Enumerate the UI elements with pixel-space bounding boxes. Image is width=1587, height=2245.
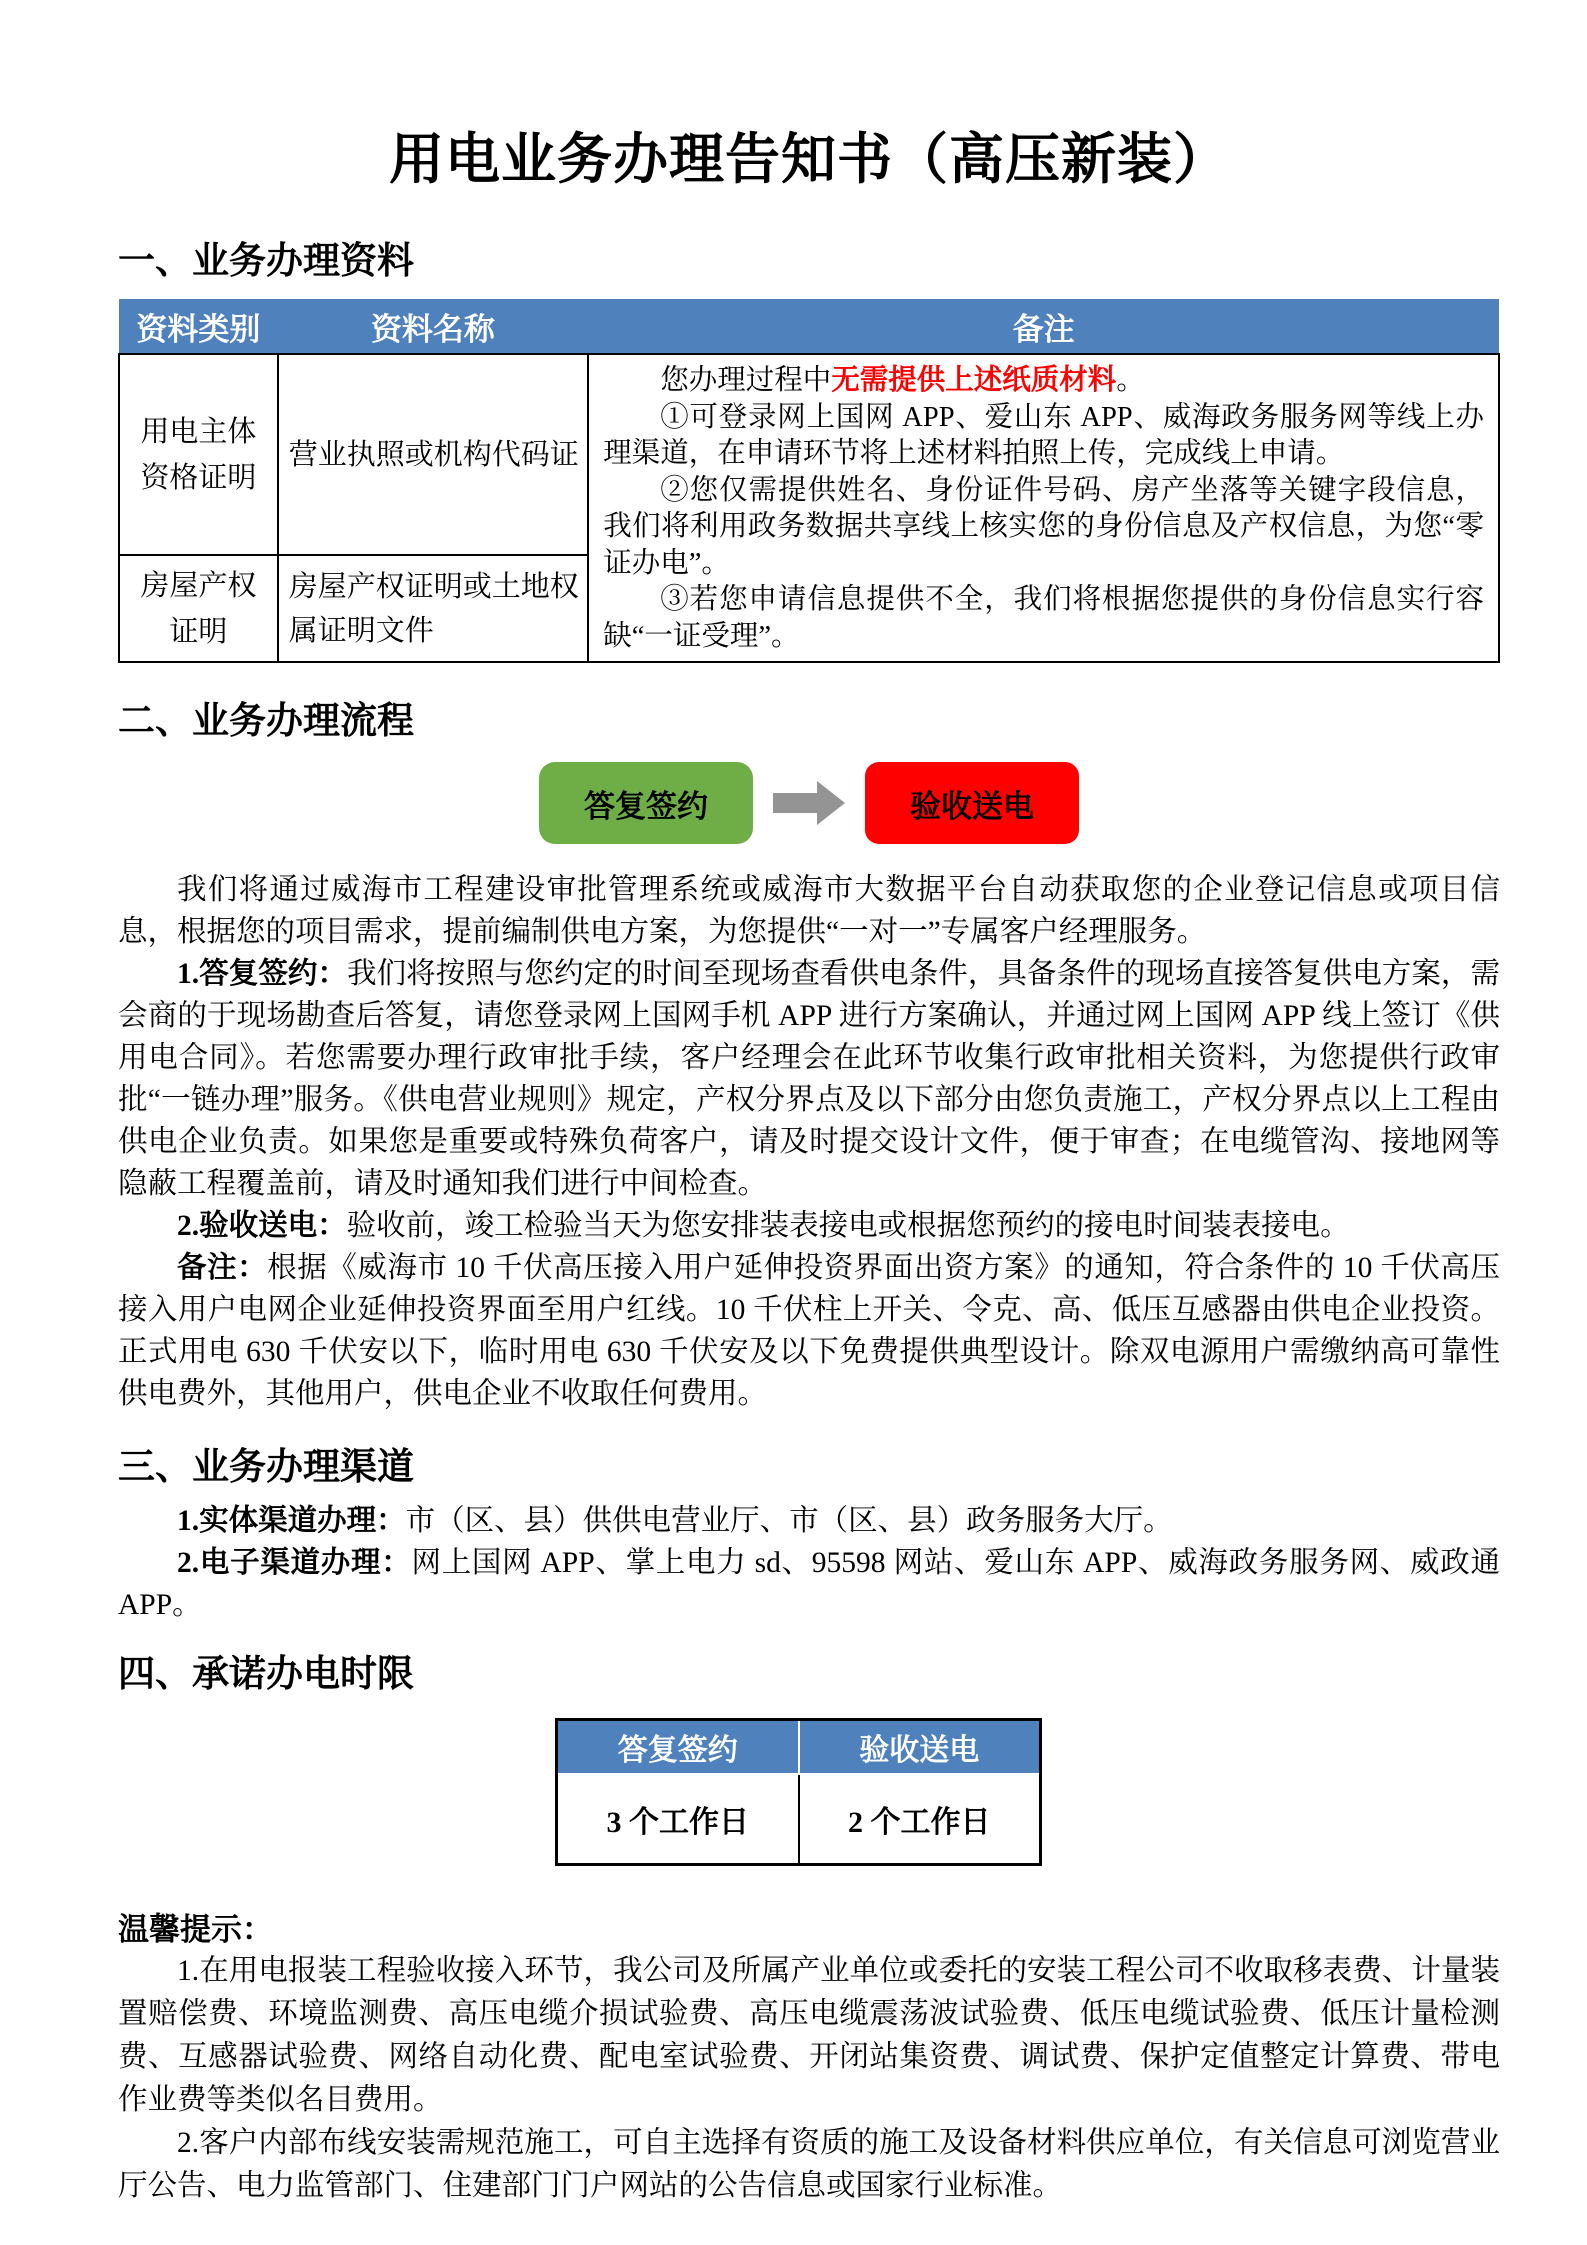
tips-item-1: 1.在用电报装工程验收接入环节，我公司及所属产业单位或委托的安装工程公司不收取移表费、计量装置赔偿费、环境监测费、高压电缆介损试验费、高压电缆震荡波试验费、低压电缆试验费、低压计量检测费、互感器试验费、网络自动化费、配电室试验费、开闭站集资费、调试费、保护定值整定计算费、带电作业费等类似名目费用。 [118, 1955, 1500, 2117]
materials-table [118, 299, 1500, 663]
channels-list [118, 1500, 1500, 1626]
section4-heading: 四、承诺办电时限 [118, 1653, 414, 1695]
time-limit-value-acceptance: 2 个工作日 [799, 1774, 1041, 1865]
table-row [119, 354, 1499, 555]
section2-heading: 二、业务办理流程 [118, 701, 414, 742]
remark-paragraph-3: ②您仅需提供姓名、身份证件号码、房产坐落等关键字段信息，我们将利用政务数据共享线上核实您的身份信息及产权信息，为您“零证办电”。 [603, 474, 1484, 579]
cell-name-2: 房屋产权证明或土地权属证明文件 [278, 555, 589, 662]
process-paragraph-reply-sign: 1.答复签约：我们将按照与您约定的时间至现场查看供电条件，具备条件的现场直接答复供电方案，需会商的于现场勘查后答复，请您登录网上国网手机 APP 进行方案确认，并通过网上国网 APP 线上签订《供用电合同》。若您需要办理行政审批手续，客户经理会在此环节收集行政审批相关资料，为您提供行政审批“一链办理”服务。《供电营业规则》规定，产权分界点及以下部分由您负责施工，产权分界点以上工程由供电企业负责。如果您是重要或特殊负荷客户，请及时提交设计文件，便于审查；在电缆管沟、接地网等隐蔽工程覆盖前，请及时通知我们进行中间检查。 [118, 958, 1500, 1201]
materials-header-category: 资料类别 [119, 299, 278, 354]
section1-heading: 一、业务办理资料 [118, 240, 414, 282]
process-paragraph-note: 备注：根据《威海市 10 千伏高压接入用户延伸投资界面出资方案》的通知，符合条件的 10 千伏高压接入用户电网企业延伸投资界面至用户红线。10 千伏柱上开关、令克、高、低压互感器由供电企业投资。正式用电 630 千伏安以下，临时用电 630 千伏安及以下免费提供典型设计。除双电源用户需缴纳高可靠性供电费外，其他用户，供电企业不收取任何费用。 [118, 1252, 1500, 1411]
time-limit-value-reply: 3 个工作日 [557, 1774, 799, 1865]
flow-arrow-icon [773, 781, 845, 825]
materials-header-remark: 备注 [588, 299, 1499, 354]
remark-paragraph-4: ③若您申请信息提供不全，我们将根据您提供的身份信息实行容缺“一证受理”。 [603, 584, 1484, 652]
time-limit-header-row [557, 1719, 1041, 1774]
time-limit-value-row [557, 1774, 1041, 1865]
time-limit-table [555, 1718, 1042, 1866]
materials-table-header-row [119, 299, 1499, 354]
cell-category-2: 房屋产权证明 [119, 555, 278, 662]
materials-header-name: 资料名称 [278, 299, 589, 354]
cell-remark [588, 354, 1499, 662]
process-paragraph-intro: 我们将通过威海市工程建设审批管理系统或威海市大数据平台自动获取您的企业登记信息或项目信息，根据您的项目需求，提前编制供电方案，为您提供“一对一”专属客户经理服务。 [118, 874, 1500, 949]
cell-name-1: 营业执照或机构代码证 [278, 354, 589, 555]
remark-red-highlight: 无需提供上述纸质材料 [831, 365, 1117, 396]
section3-heading: 三、业务办理渠道 [118, 1447, 414, 1489]
channel-item-physical: 1.实体渠道办理：市（区、县）供供电营业厅、市（区、县）政务服务大厅。 [177, 1504, 1173, 1537]
document-content [118, 0, 1500, 2208]
channel-item-electronic: 2.电子渠道办理：网上国网 APP、掌上电力 sd、95598 网站、爱山东 APP、威海政务服务网、威政通 APP。 [118, 1546, 1500, 1621]
tips-heading: 温馨提示： [118, 1911, 273, 1947]
remark-paragraph-2: ①可登录网上国网 APP、爱山东 APP、威海政务服务网等线上办理渠道，在申请环节将上述材料拍照上传，完成线上申请。 [603, 401, 1484, 469]
document-title: 用电业务办理告知书（高压新装） [388, 129, 1229, 190]
flow-step-reply-sign: 答复签约 [539, 762, 753, 844]
process-paragraph-acceptance: 2.验收送电：验收前，竣工检验当天为您安排装表接电或根据您预约的接电时间装表接电。 [177, 1210, 1350, 1243]
process-description [118, 869, 1500, 1415]
flow-step-acceptance-power: 验收送电 [865, 762, 1079, 844]
tips-item-2: 2.客户内部布线安装需规范施工，可自主选择有资质的施工及设备材料供应单位，有关信息可浏览营业厅公告、电力监管部门、住建部门门户网站的公告信息或国家行业标准。 [118, 2127, 1500, 2203]
time-limit-header-reply: 答复签约 [557, 1719, 799, 1774]
cell-category-1: 用电主体资格证明 [119, 354, 278, 555]
remark-paragraph-1: 您办理过程中无需提供上述纸质材料。 [660, 365, 1145, 396]
time-limit-header-acceptance: 验收送电 [799, 1719, 1041, 1774]
process-flowchart [118, 759, 1500, 847]
